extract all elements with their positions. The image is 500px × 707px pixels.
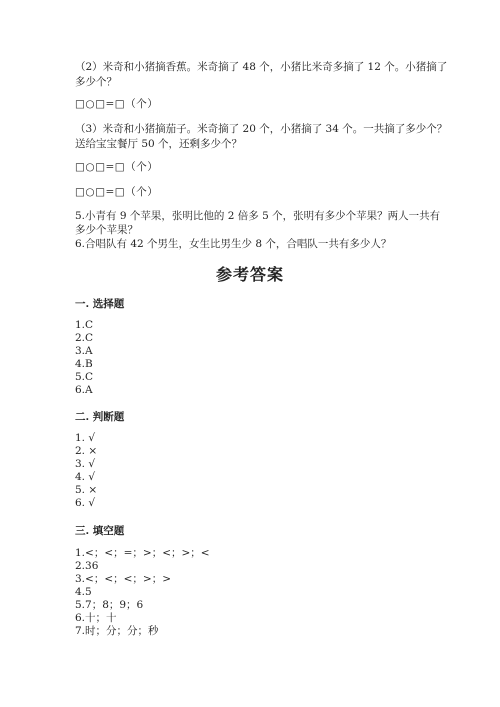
- fill-answer: 5.7；8；9；6: [75, 599, 144, 611]
- problem-2-text: （2）米奇和小猪摘香蕉。米奇摘了 48 个，小猪比米奇多摘了 12 个。小猪摘了: [75, 61, 448, 73]
- choice-answer: 6.A: [75, 384, 93, 396]
- problem-3-text: （3）米奇和小猪摘茄子。米奇摘了 20 个，小猪摘了 34 个。一共摘了多少个？: [75, 123, 448, 135]
- choice-answer: 1.C: [75, 319, 94, 331]
- fill-answer: 3.<；<；<；>；>: [75, 573, 172, 585]
- section-heading-choice: 一. 选择题: [75, 298, 125, 310]
- choice-answer: 4.B: [75, 358, 93, 370]
- question-5-text: 5.小青有 9 个苹果，张明比他的 2 倍多 5 个，张明有多少个苹果？两人一共有: [75, 210, 441, 222]
- section-heading-fill: 三. 填空题: [75, 525, 125, 537]
- question-6-text: 6.合唱队有 42 个男生，女生比男生少 8 个，合唱队一共有多少人？: [75, 238, 392, 250]
- section-heading-judge: 二. 判断题: [75, 411, 125, 423]
- fill-answer: 7.时；分；分；秒: [75, 625, 159, 637]
- choice-answer: 5.C: [75, 371, 94, 383]
- problem-3-formula-2: □○□=□（个）: [75, 186, 159, 198]
- fill-answer: 1.<；<；=；>；<；>；<: [75, 547, 210, 559]
- problem-3-text-cont: 送给宝宝餐厅 50 个，还剩多少个？: [75, 138, 243, 150]
- choice-answer: 3.A: [75, 345, 93, 357]
- judge-answer: 1. √: [75, 432, 96, 444]
- fill-answer: 6.十；十: [75, 612, 117, 624]
- judge-answer: 4. √: [75, 471, 96, 483]
- problem-3-formula-1: □○□=□（个）: [75, 161, 159, 173]
- choice-answer: 2.C: [75, 332, 94, 344]
- answer-key-title: 参考答案: [215, 265, 284, 284]
- fill-answer: 4.5: [75, 586, 92, 598]
- judge-answer: 5. ×: [75, 484, 98, 496]
- judge-answer: 6. √: [75, 497, 96, 509]
- fill-answer: 2.36: [75, 560, 99, 572]
- problem-2-text-cont: 多少个？: [75, 76, 117, 88]
- problem-2-formula: □○□=□（个）: [75, 98, 159, 110]
- judge-answer: 2. ×: [75, 445, 98, 457]
- judge-answer: 3. √: [75, 458, 96, 470]
- question-5-text-cont: 多少个苹果？: [75, 224, 138, 236]
